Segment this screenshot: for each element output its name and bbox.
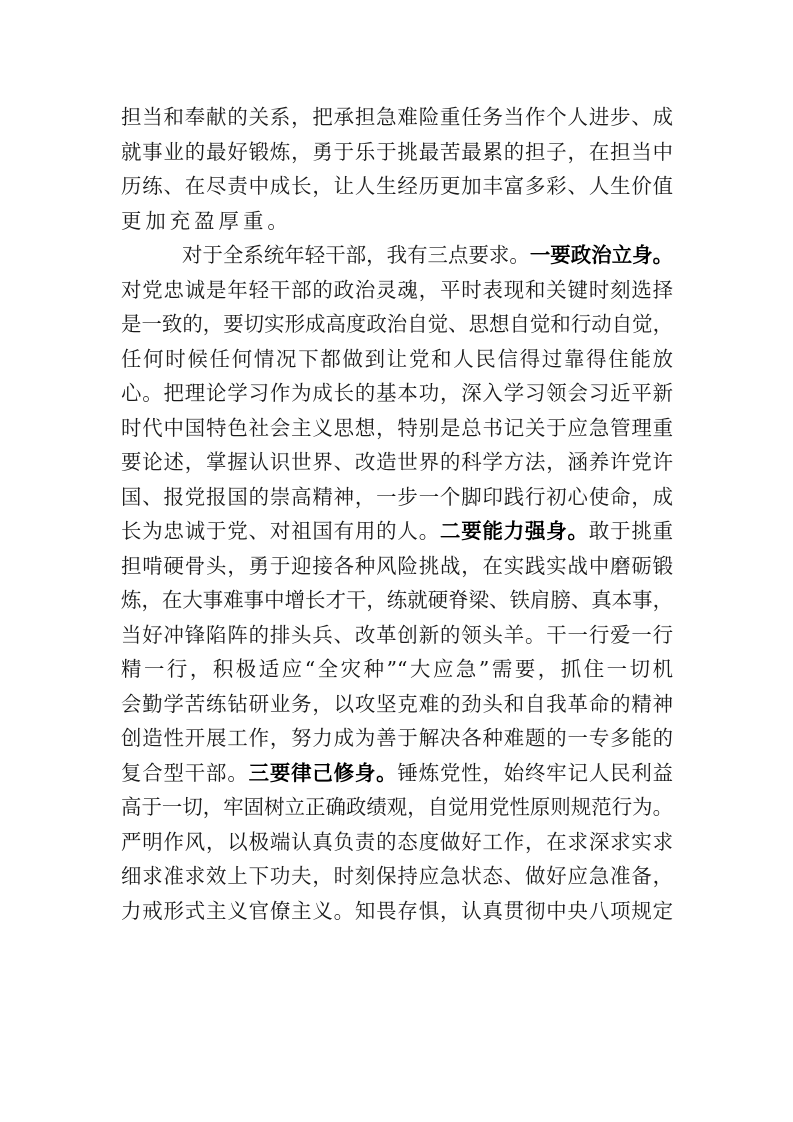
text-line xyxy=(121,894,673,929)
text-line xyxy=(121,204,673,239)
body-text: 时代中国特色社会主义思想，特别是总书记关于应急管理重 xyxy=(121,415,673,440)
text-line xyxy=(121,549,673,584)
body-text: 要论述，掌握认识世界、改造世界的科学方法，涵养许党许 xyxy=(121,450,673,474)
body-text: 担啃硬骨头，勇于迎接各种风险挑战，在实践实战中磨砺锻 xyxy=(121,553,673,578)
text-line xyxy=(121,721,673,756)
body-text: 对于全系统年轻干部，我有三点要求。 xyxy=(182,243,530,267)
body-text: 敢于挑重 xyxy=(588,519,674,543)
body-text: 会勤学苦练钻研业务，以攻坚克难的劲头和自我革命的精神 xyxy=(121,691,673,716)
text-line xyxy=(121,480,673,515)
body-text: 炼，在大事难事中增长才干，练就硬脊梁、铁肩膀、真本事， xyxy=(121,588,673,612)
text-line xyxy=(121,618,673,653)
body-text: 国、报党报国的崇高精神，一步一个脚印践行初心使命，成 xyxy=(121,484,673,509)
body-text: 就事业的最好锻炼，勇于乐于挑最苦最累的担子，在担当中 xyxy=(121,139,673,164)
body-text: 锤炼党性，始终牢记人民利益 xyxy=(397,760,674,785)
body-text: 是一致的，要切实形成高度政治自觉、思想自觉和行动自觉， xyxy=(121,312,673,336)
bold-heading-text: 二要能力强身。 xyxy=(439,519,589,543)
body-text: 高于一切，牢固树立正确政绩观，自觉用党性原则规范行为。 xyxy=(121,795,673,819)
body-text: 长为忠诚于党、对祖国有用的人。 xyxy=(121,519,440,543)
body-text: 心。把理论学习作为成长的基本功，深入学习领会习近平新 xyxy=(121,381,673,405)
text-line xyxy=(121,445,673,480)
text-line xyxy=(121,583,673,618)
text-line xyxy=(121,411,673,446)
text-line xyxy=(121,652,673,687)
text-line xyxy=(121,307,673,342)
document-page xyxy=(121,100,673,928)
body-text: 更加充盈厚重。 xyxy=(121,208,292,233)
body-text: 历练、在尽责中成长，让人生经历更加丰富多彩、人生价值 xyxy=(121,174,673,198)
body-text: 担当和奉献的关系，把承担急难险重任务当作个人进步、成 xyxy=(121,105,673,129)
text-line xyxy=(121,825,673,860)
text-line xyxy=(121,273,673,308)
bold-heading-text: 一要政治立身。 xyxy=(529,243,674,267)
text-line xyxy=(121,790,673,825)
body-text: 精一行，积极适应“全灾种”“大应急”需要，抓住一切机 xyxy=(121,657,673,681)
text-line xyxy=(121,100,673,135)
text-line xyxy=(121,514,673,549)
body-text: 任何时候任何情况下都做到让党和人民信得过靠得住能放 xyxy=(121,346,673,371)
text-line xyxy=(121,342,673,377)
text-line xyxy=(121,859,673,894)
body-text: 对党忠诚是年轻干部的政治灵魂，平时表现和关键时刻选择 xyxy=(121,277,673,302)
bold-heading-text: 三要律己修身。 xyxy=(248,760,398,785)
text-line xyxy=(121,135,673,170)
text-line xyxy=(121,238,673,273)
body-text: 创造性开展工作，努力成为善于解决各种难题的一专多能的 xyxy=(121,726,673,750)
body-text: 当好冲锋陷阵的排头兵、改革创新的领头羊。干一行爱一行 xyxy=(121,622,673,647)
body-text: 复合型干部。 xyxy=(121,760,249,785)
text-line xyxy=(121,169,673,204)
text-line xyxy=(121,756,673,791)
body-text: 细求准求效上下功夫，时刻保持应急状态、做好应急准备， xyxy=(121,864,673,888)
text-line xyxy=(121,687,673,722)
body-text: 力戒形式主义官僚主义。知畏存惧，认真贯彻中央八项规定 xyxy=(121,898,673,923)
text-line xyxy=(121,376,673,411)
body-text: 严明作风，以极端认真负责的态度做好工作，在求深求实求 xyxy=(121,829,673,854)
